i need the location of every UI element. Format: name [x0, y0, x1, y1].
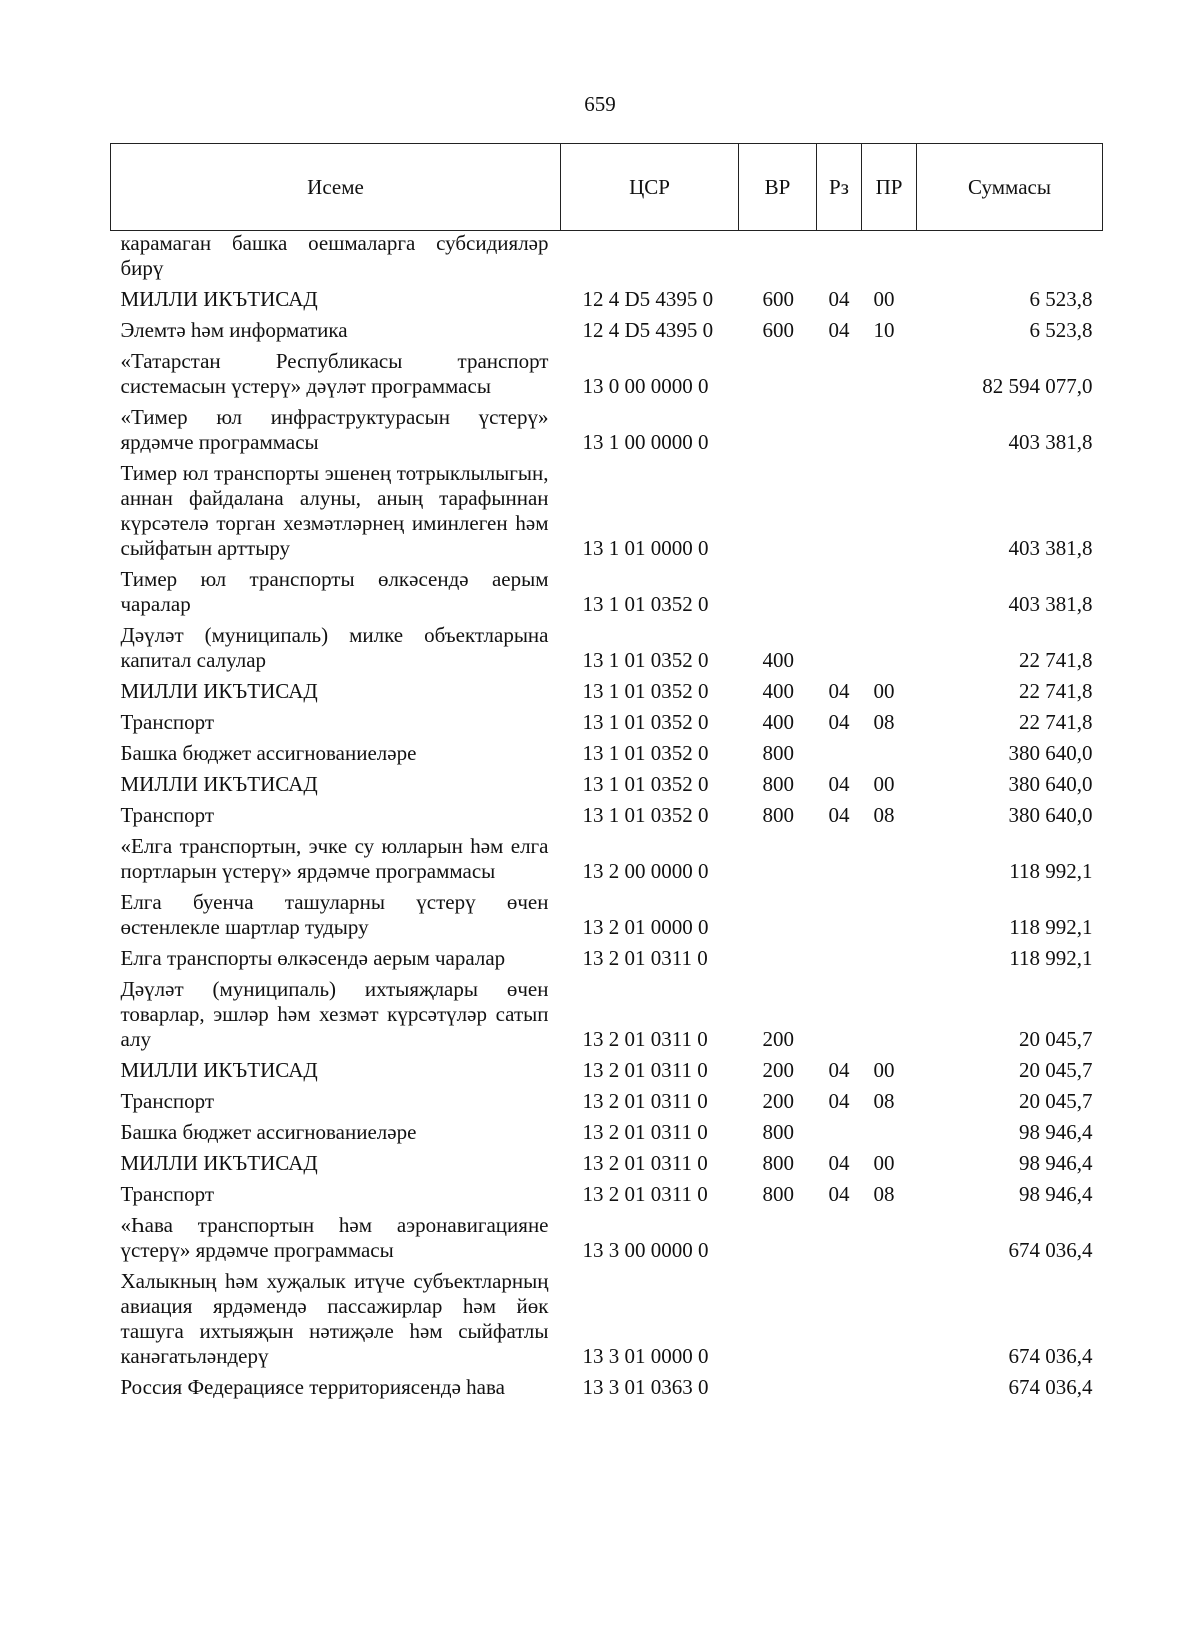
cell-sum: 6 523,8 — [1029, 287, 1093, 311]
cell-pr — [862, 738, 917, 769]
cell-name: Башка бюджет ассигнованиеләре — [120, 1120, 417, 1144]
cell-vr — [739, 564, 817, 620]
cell-sum: 98 946,4 — [1019, 1120, 1093, 1144]
table-row — [111, 315, 1103, 346]
cell-vr — [739, 887, 817, 943]
table-row — [111, 974, 1103, 1055]
cell-sum: 380 640,0 — [1008, 741, 1093, 765]
cell-vr: 800 — [762, 772, 794, 796]
cell-csr: 13 1 01 0352 0 — [582, 741, 709, 765]
cell-rz: 04 — [828, 1151, 850, 1175]
cell-sum: 6 523,8 — [1029, 318, 1093, 342]
cell-pr: 08 — [873, 803, 895, 827]
cell-rz: 04 — [828, 1182, 850, 1206]
cell-sum: 403 381,8 — [1008, 592, 1093, 616]
table-row — [111, 402, 1103, 458]
cell-rz — [817, 346, 862, 402]
cell-vr: 200 — [762, 1089, 794, 1113]
cell-sum: 82 594 077,0 — [982, 374, 1093, 398]
table-row — [111, 1266, 1103, 1372]
cell-csr: 13 2 01 0311 0 — [582, 1120, 708, 1144]
cell-vr — [739, 231, 817, 285]
cell-pr: 08 — [873, 710, 895, 734]
table-row — [111, 1372, 1103, 1403]
header-sum: Суммасы — [917, 144, 1103, 231]
cell-name: Дәүләт (муниципаль) милке объектларына капитал салулар — [120, 623, 549, 672]
cell-name: МИЛЛИ ИКЪТИСАД — [120, 772, 318, 796]
cell-rz: 04 — [828, 679, 850, 703]
cell-rz — [817, 887, 862, 943]
cell-rz: 04 — [828, 1089, 850, 1113]
cell-vr — [739, 402, 817, 458]
table-row — [111, 458, 1103, 564]
cell-vr: 800 — [762, 1120, 794, 1144]
cell-pr — [862, 831, 917, 887]
cell-csr: 12 4 D5 4395 0 — [582, 287, 714, 311]
cell-pr: 00 — [873, 1058, 895, 1082]
header-rz: Рз — [817, 144, 862, 231]
cell-csr: 13 3 01 0363 0 — [582, 1375, 709, 1399]
cell-name: Транспорт — [120, 1089, 215, 1113]
cell-csr: 13 1 01 0352 0 — [582, 648, 709, 672]
cell-csr: 13 2 01 0311 0 — [582, 1089, 708, 1113]
cell-csr: 13 2 01 0311 0 — [582, 1027, 708, 1051]
cell-csr: 13 2 01 0000 0 — [582, 915, 709, 939]
table-row — [111, 676, 1103, 707]
cell-rz — [817, 738, 862, 769]
cell-name: Дәүләт (муниципаль) ихтыяҗлары өчен товарлар, эшләр һәм хезмәт күрсәтүләр сатып алу — [120, 977, 549, 1051]
cell-pr — [862, 620, 917, 676]
cell-csr: 13 0 00 0000 0 — [582, 374, 709, 398]
cell-sum: 98 946,4 — [1019, 1151, 1093, 1175]
cell-vr — [739, 831, 817, 887]
cell-name: Башка бюджет ассигнованиеләре — [120, 741, 417, 765]
table-row — [111, 800, 1103, 831]
table-row — [111, 1055, 1103, 1086]
cell-rz: 04 — [828, 710, 850, 734]
cell-name: «Тимер юл инфраструктурасын үстерү» ярдәмче программасы — [120, 405, 549, 454]
cell-vr: 400 — [762, 710, 794, 734]
cell-vr — [739, 943, 817, 974]
cell-sum: 20 045,7 — [1019, 1058, 1093, 1082]
cell-rz — [817, 620, 862, 676]
table-row — [111, 887, 1103, 943]
cell-pr: 00 — [873, 679, 895, 703]
cell-name: Транспорт — [120, 1182, 215, 1206]
cell-sum: 380 640,0 — [1008, 803, 1093, 827]
cell-csr: 13 2 00 0000 0 — [582, 859, 709, 883]
table-row — [111, 738, 1103, 769]
cell-name: Тимер юл транспорты өлкәсендә аерым чаралар — [120, 567, 549, 616]
cell-rz: 04 — [828, 1058, 850, 1082]
cell-sum: 674 036,4 — [1008, 1238, 1093, 1262]
cell-pr: 00 — [873, 287, 895, 311]
cell-pr — [862, 1266, 917, 1372]
cell-vr: 400 — [762, 648, 794, 672]
table-row — [111, 564, 1103, 620]
header-pr: ПР — [862, 144, 917, 231]
cell-name: Халыкның һәм хуҗалык итүче субъектларның авиация ярдәмендә пассажирлар һәм йөк ташуга ихтыяҗын нәтиҗәле һәм сыйфатлы канәгатьләндерү — [120, 1269, 549, 1368]
cell-sum: 20 045,7 — [1019, 1027, 1093, 1051]
cell-rz — [817, 1372, 862, 1403]
cell-sum: 118 992,1 — [1009, 859, 1093, 883]
header-row — [111, 144, 1103, 231]
cell-sum: 22 741,8 — [1019, 648, 1093, 672]
cell-csr: 13 3 01 0000 0 — [582, 1344, 709, 1368]
cell-rz — [817, 1266, 862, 1372]
header-csr: ЦСР — [561, 144, 739, 231]
cell-csr: 13 1 01 0352 0 — [582, 679, 709, 703]
table-row — [111, 284, 1103, 315]
cell-csr: 13 1 00 0000 0 — [582, 430, 709, 454]
cell-rz — [817, 564, 862, 620]
cell-pr: 00 — [873, 1151, 895, 1175]
page-number: 659 — [584, 92, 616, 116]
cell-vr: 200 — [762, 1058, 794, 1082]
cell-name: карамаган башка оешмаларга субсидияләр бирү — [120, 231, 549, 280]
cell-csr: 13 2 01 0311 0 — [582, 1182, 708, 1206]
cell-pr — [862, 943, 917, 974]
table-row — [111, 1148, 1103, 1179]
cell-rz: 04 — [828, 772, 850, 796]
cell-sum: 118 992,1 — [1009, 946, 1093, 970]
cell-rz — [817, 402, 862, 458]
cell-rz — [817, 231, 862, 285]
cell-vr — [739, 1266, 817, 1372]
cell-vr — [739, 458, 817, 564]
cell-vr: 800 — [762, 1182, 794, 1206]
table-row — [111, 1086, 1103, 1117]
cell-rz — [817, 943, 862, 974]
cell-pr: 08 — [873, 1182, 895, 1206]
cell-csr: 13 2 01 0311 0 — [582, 1151, 708, 1175]
header-vr: ВР — [739, 144, 817, 231]
cell-pr — [862, 346, 917, 402]
cell-rz — [817, 458, 862, 564]
cell-name: Транспорт — [120, 803, 215, 827]
table-row — [111, 620, 1103, 676]
cell-sum: 403 381,8 — [1008, 536, 1093, 560]
cell-pr: 10 — [873, 318, 895, 342]
cell-csr: 13 1 01 0352 0 — [582, 592, 709, 616]
table-row — [111, 831, 1103, 887]
cell-pr: 00 — [873, 772, 895, 796]
cell-vr: 800 — [762, 803, 794, 827]
cell-csr: 13 1 01 0352 0 — [582, 803, 709, 827]
cell-csr: 13 1 01 0352 0 — [582, 710, 709, 734]
table-row — [111, 1210, 1103, 1266]
cell-name: МИЛЛИ ИКЪТИСАД — [120, 1151, 318, 1175]
cell-sum — [917, 231, 1103, 285]
cell-name: Елга транспорты өлкәсендә аерым чаралар — [120, 946, 506, 970]
cell-sum: 118 992,1 — [1009, 915, 1093, 939]
cell-csr: 13 2 01 0311 0 — [582, 946, 708, 970]
cell-vr: 800 — [762, 1151, 794, 1175]
table-row — [111, 346, 1103, 402]
cell-name: «Һава транспортын һәм аэронавигацияне үстерү» ярдәмче программасы — [120, 1213, 549, 1262]
cell-name: «Елга транспортын, эчке су юлларын һәм елга портларын үстерү» ярдәмче программасы — [120, 834, 549, 883]
header-name: Исеме — [111, 144, 561, 231]
table-row — [111, 1179, 1103, 1210]
cell-csr: 13 3 00 0000 0 — [582, 1238, 709, 1262]
cell-vr: 200 — [762, 1027, 794, 1051]
cell-sum: 98 946,4 — [1019, 1182, 1093, 1206]
cell-pr — [862, 887, 917, 943]
cell-name: Транспорт — [120, 710, 215, 734]
table-row — [111, 1117, 1103, 1148]
cell-pr — [862, 1210, 917, 1266]
cell-name: Россия Федерациясе территориясендә һава — [120, 1375, 505, 1399]
cell-sum: 403 381,8 — [1008, 430, 1093, 454]
cell-csr: 13 1 01 0000 0 — [582, 536, 709, 560]
cell-name: «Татарстан Республикасы транспорт системасын үстерү» дәүләт программасы — [120, 349, 549, 398]
cell-pr — [862, 974, 917, 1055]
cell-sum: 674 036,4 — [1008, 1344, 1093, 1368]
cell-pr: 08 — [873, 1089, 895, 1113]
cell-pr — [862, 1372, 917, 1403]
cell-rz: 04 — [828, 803, 850, 827]
cell-csr: 13 1 01 0352 0 — [582, 772, 709, 796]
cell-rz — [817, 1117, 862, 1148]
budget-table — [110, 143, 1103, 1403]
cell-rz — [817, 1210, 862, 1266]
cell-sum: 674 036,4 — [1008, 1375, 1093, 1399]
cell-sum: 22 741,8 — [1019, 679, 1093, 703]
cell-name: МИЛЛИ ИКЪТИСАД — [120, 1058, 318, 1082]
cell-csr: 13 2 01 0311 0 — [582, 1058, 708, 1082]
table-row — [111, 231, 1103, 285]
table-row — [111, 769, 1103, 800]
cell-sum: 380 640,0 — [1008, 772, 1093, 796]
table-row — [111, 943, 1103, 974]
cell-vr: 800 — [762, 741, 794, 765]
cell-name: Тимер юл транспорты эшенең тотрыклылыгын, аннан файдалана алуны, аның тарафыннан күрсәтелә торган хезмәтләрнең иминлеген һәм сыйфатын арттыру — [120, 461, 549, 560]
cell-vr: 400 — [762, 679, 794, 703]
cell-vr: 600 — [762, 318, 794, 342]
table-row — [111, 707, 1103, 738]
cell-pr — [862, 1117, 917, 1148]
cell-name: МИЛЛИ ИКЪТИСАД — [120, 287, 318, 311]
cell-sum: 22 741,8 — [1019, 710, 1093, 734]
cell-pr — [862, 402, 917, 458]
cell-rz: 04 — [828, 318, 850, 342]
cell-vr: 600 — [762, 287, 794, 311]
cell-rz — [817, 831, 862, 887]
cell-pr — [862, 564, 917, 620]
cell-pr — [862, 231, 917, 285]
cell-pr — [862, 458, 917, 564]
cell-rz — [817, 974, 862, 1055]
cell-vr — [739, 346, 817, 402]
cell-name: Елга буенча ташуларны үстерү өчен өстенлекле шартлар тудыру — [120, 890, 549, 939]
cell-vr — [739, 1210, 817, 1266]
cell-name: Элемтә һәм информатика — [120, 318, 348, 342]
cell-sum: 20 045,7 — [1019, 1089, 1093, 1113]
cell-csr — [561, 231, 739, 285]
cell-rz: 04 — [828, 287, 850, 311]
cell-name: МИЛЛИ ИКЪТИСАД — [120, 679, 318, 703]
cell-csr: 12 4 D5 4395 0 — [582, 318, 714, 342]
cell-vr — [739, 1372, 817, 1403]
